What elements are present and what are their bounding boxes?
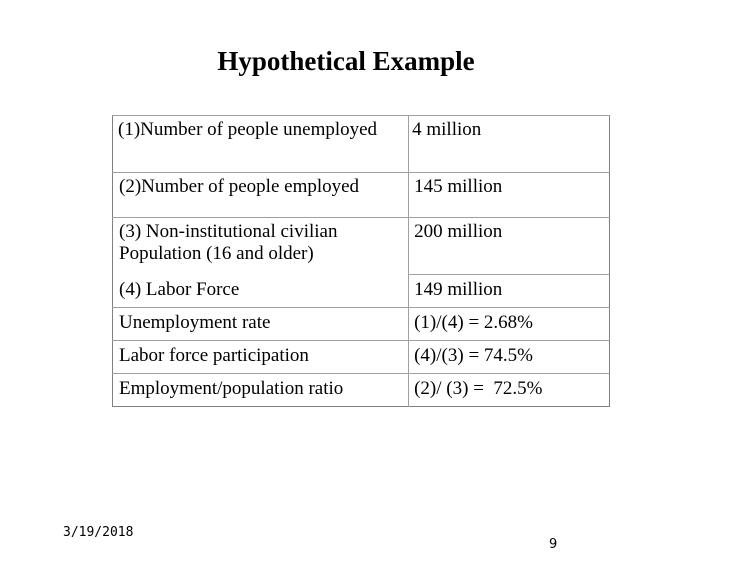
table-row [113, 374, 610, 407]
row-value: 149 million [409, 275, 610, 308]
table-row [113, 116, 610, 173]
row-value: 145 million [409, 173, 610, 218]
example-table [112, 115, 610, 407]
slide-title: Hypothetical Example [217, 46, 475, 76]
row-label: Labor force participation [113, 341, 409, 374]
row-value: (1)/(4) = 2.68% [409, 308, 610, 341]
row-label: (1)Number of people unemployed [113, 116, 409, 173]
row-label: Employment/population ratio [113, 374, 409, 407]
table-row [113, 275, 610, 308]
page-number: 9 [549, 537, 558, 552]
row-value: (4)/(3) = 74.5% [409, 341, 610, 374]
row-value: (2)/ (3) = 72.5% [409, 374, 610, 407]
table-row [113, 341, 610, 374]
row-label: Unemployment rate [113, 308, 409, 341]
row-value: 4 million [409, 116, 610, 173]
row-value: 200 million [409, 218, 610, 275]
table-row [113, 308, 610, 341]
table-row [113, 173, 610, 218]
table-row [113, 218, 610, 275]
row-label: (2)Number of people employed [113, 173, 409, 218]
footer-date: 3/19/2018 [63, 525, 134, 540]
row-label: (3) Non-institutional civilian Population (16 and older) [113, 218, 409, 275]
row-label: (4) Labor Force [113, 275, 409, 308]
